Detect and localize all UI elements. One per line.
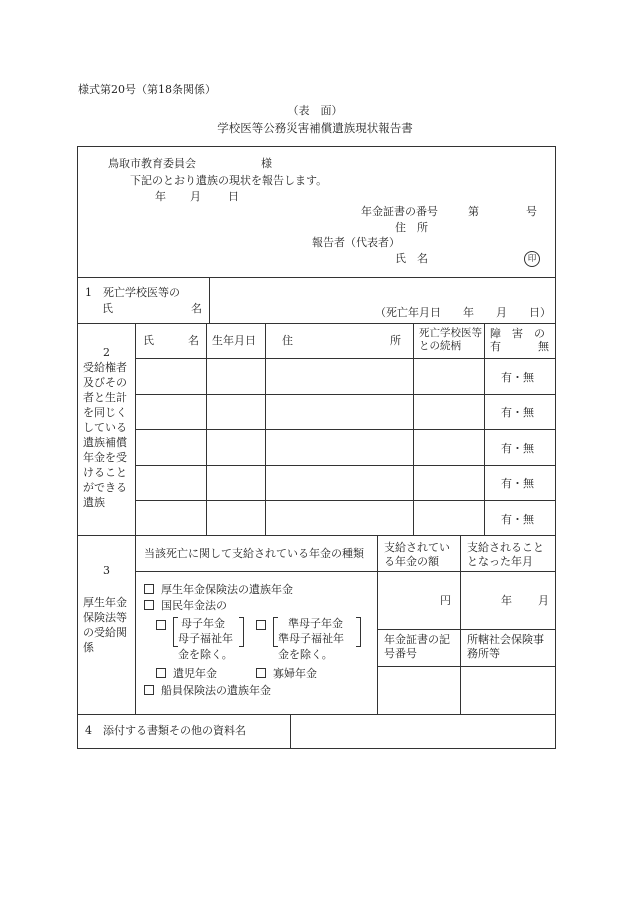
option-label: 寡婦年金 <box>273 667 317 680</box>
option-group-a-3: 金を除く。 <box>178 648 233 661</box>
checkbox-icon[interactable] <box>156 668 166 678</box>
option-national-pension <box>144 599 227 612</box>
header-address-right: 所 <box>390 334 401 347</box>
checkbox-icon[interactable] <box>156 620 166 630</box>
divider <box>135 465 555 466</box>
header-relationship: 死亡学校医等との続柄 <box>419 327 482 352</box>
divider <box>135 394 555 395</box>
header-birthdate: 生年月日 <box>212 334 256 347</box>
option-label: 船員保険法の遺族年金 <box>161 684 271 697</box>
option-group-b-3: 金を除く。 <box>278 648 333 661</box>
option-orphan-pension <box>156 667 217 680</box>
pension-number-go: 号 <box>526 205 537 218</box>
disability-choice: 有・無 <box>501 513 534 526</box>
divider <box>377 535 378 714</box>
divider <box>135 535 136 714</box>
option-group-b-1: 準母子年金 <box>288 617 343 630</box>
divider <box>78 277 555 278</box>
divider <box>209 277 210 323</box>
disability-choice: 有・無 <box>501 442 534 455</box>
checkbox-icon[interactable] <box>256 620 266 630</box>
face-label: （表 面） <box>287 104 343 117</box>
header-disability-left: 有 <box>490 340 501 353</box>
addressee: 鳥取市教育委員会 <box>108 157 196 170</box>
section3-label: 厚生年金保険法等の受給関係 <box>83 596 127 654</box>
header-pension-type: 当該死亡に関して支給されている年金の種類 <box>144 547 364 560</box>
option-widow-pension <box>256 667 317 680</box>
bracket-right <box>239 617 244 647</box>
disability-choice: 有・無 <box>501 406 534 419</box>
checkbox-icon[interactable] <box>144 584 154 594</box>
date-month: 月 <box>190 190 201 203</box>
cert-record-label: 年金証書の記号番号 <box>384 633 450 660</box>
header-name-left: 氏 <box>143 334 154 347</box>
option-label: 遺児年金 <box>173 667 217 680</box>
seal-mark: 印 <box>524 251 540 267</box>
disability-choice: 有・無 <box>501 371 534 384</box>
section1-label: 1 死亡学校医等の <box>85 286 180 299</box>
option-seamen-insurance <box>144 684 271 697</box>
option-group-b-2: 準母子福祉年 <box>278 632 344 645</box>
header-pension-amount: 支給されている年金の額 <box>384 541 450 568</box>
section2-label: 受給権者及びその者と生計を同じくしている遺族補償年金を受けることができる遺族 <box>83 361 127 509</box>
divider <box>290 714 291 748</box>
section3-number: 3 <box>103 564 110 577</box>
header-address-left: 住 <box>282 334 293 347</box>
name-label: 氏 名 <box>395 252 428 265</box>
amount-unit: 円 <box>440 594 451 607</box>
option-label: 厚生年金保険法の遺族年金 <box>161 583 293 596</box>
section1-label-name-right: 名 <box>191 302 202 315</box>
header-disability-right: 無 <box>538 340 549 353</box>
death-date: （死亡年月日 年 月 日） <box>375 306 551 319</box>
bracket-right <box>356 617 361 647</box>
checkbox-icon[interactable] <box>144 685 154 695</box>
divider <box>377 629 555 630</box>
date-day: 日 <box>228 190 239 203</box>
divider <box>135 358 555 359</box>
divider <box>78 714 555 715</box>
date-year: 年 <box>155 190 166 203</box>
divider <box>135 500 555 501</box>
divider <box>78 535 555 536</box>
disability-choice: 有・無 <box>501 477 534 490</box>
report-form <box>77 146 556 749</box>
pension-number-dai: 第 <box>468 205 479 218</box>
divider <box>135 571 555 572</box>
address-label: 住 所 <box>395 221 428 234</box>
report-statement: 下記のとおり遺族の現状を報告します。 <box>130 174 328 187</box>
header-name-right: 名 <box>188 334 199 347</box>
checkbox-icon[interactable] <box>144 600 154 610</box>
checkbox-icon[interactable] <box>256 668 266 678</box>
option-group-a-1: 母子年金 <box>181 617 225 630</box>
document-title: 学校医等公務災害補償遺族現状報告書 <box>217 121 413 135</box>
payment-year: 年 <box>501 594 512 607</box>
section1-label-name-left: 氏 <box>102 302 113 315</box>
option-label: 国民年金法の <box>161 599 227 612</box>
reporter-label: 報告者（代表者） <box>312 236 400 249</box>
header-payment-date: 支給されることとなった年月 <box>467 541 544 568</box>
divider <box>460 535 461 714</box>
option-welfare-pension <box>144 583 293 596</box>
office-label: 所轄社会保険事務所等 <box>467 633 544 660</box>
section4-label: 4 添付する書類その他の資料名 <box>85 724 246 737</box>
option-group-a-2: 母子福祉年 <box>178 632 233 645</box>
section2-number: 2 <box>103 346 110 359</box>
form-number: 様式第20号（第18条関係） <box>78 83 216 96</box>
payment-month: 月 <box>538 594 549 607</box>
header-disability-top: 障 害 の <box>490 327 545 340</box>
pension-number-label: 年金証書の番号 <box>361 205 438 218</box>
divider <box>135 429 555 430</box>
divider <box>377 666 555 667</box>
addressee-honorific: 様 <box>261 157 272 170</box>
